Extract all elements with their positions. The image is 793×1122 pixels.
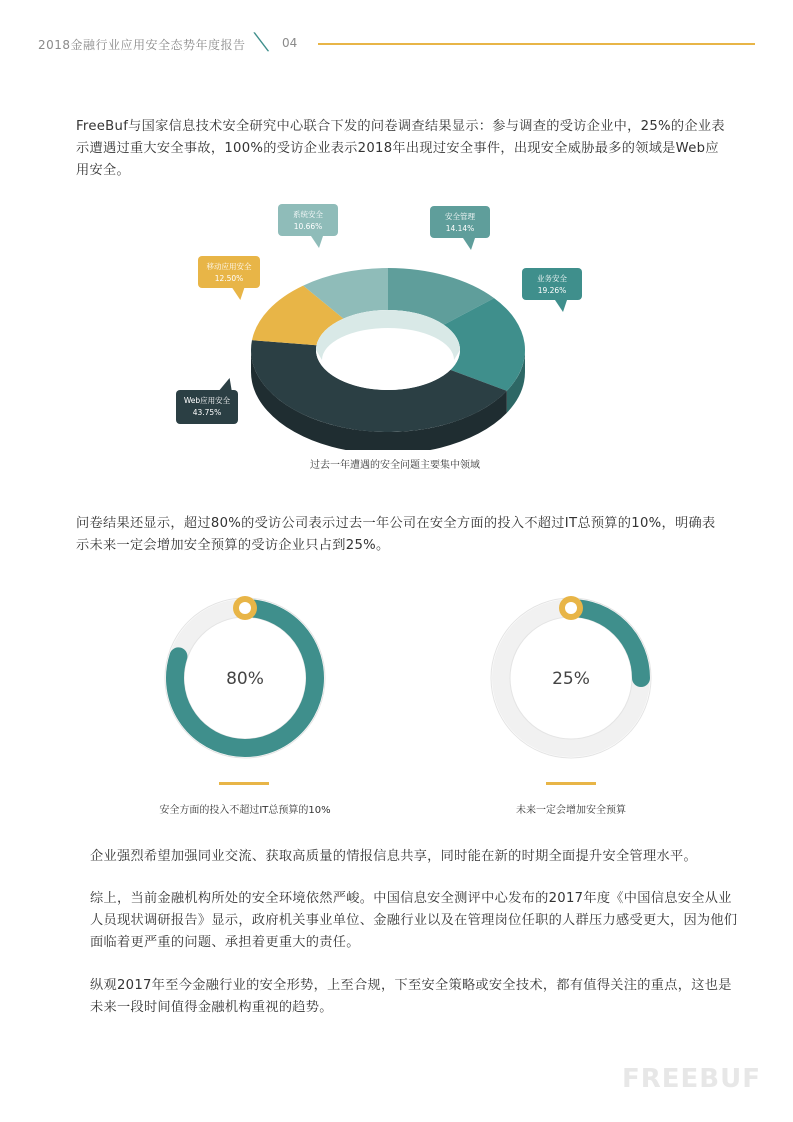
- security-domain-donut-chart: [150, 190, 650, 450]
- donut-callout-0: [430, 206, 490, 250]
- donut-value-2: 43.75%: [192, 408, 222, 417]
- header-separator: ╲: [254, 31, 269, 54]
- donut-label-3: 移动应用安全: [206, 262, 252, 271]
- header-rule: [318, 43, 755, 45]
- intro-paragraph: FreeBuf与国家信息技术安全研究中心联合下发的问卷调查结果显示：参与调查的受访企业中，25%的企业表示遭遇过重大安全事故，100%的受访企业表示2018年出现过安全事件，出现安全威胁最多的领域是Web应用安全。: [76, 119, 725, 178]
- budget-80-ring-chart: [155, 588, 335, 768]
- ring-value-label: 25%: [552, 669, 590, 689]
- ring-value-label: 80%: [226, 669, 264, 689]
- donut-value-3: 12.50%: [214, 274, 244, 283]
- donut-callout-4: [278, 204, 338, 248]
- donut-value-1: 19.26%: [537, 286, 567, 295]
- ring-start-knob-center: [239, 602, 251, 614]
- donut-callout-3: [198, 256, 260, 300]
- budget-paragraph: 问卷结果还显示，超过80%的受访公司表示过去一年公司在安全方面的投入不超过IT总预算的10%，明确表示未来一定会增加安全预算的受访企业只占到25%。: [76, 516, 716, 553]
- donut-value-4: 10.66%: [293, 222, 323, 231]
- donut-label-2: Web应用安全: [183, 396, 231, 405]
- ring-start-knob-center: [565, 602, 577, 614]
- page-number: 04: [282, 36, 298, 50]
- ring-left-underline: [219, 782, 269, 785]
- ring-right-underline: [546, 782, 596, 785]
- donut-label-1: 业务安全: [537, 274, 567, 283]
- page-header: [0, 0, 793, 60]
- report-title: 2018金融行业应用安全态势年度报告: [38, 38, 246, 52]
- ring-right-caption: 未来一定会增加安全预算: [516, 805, 626, 816]
- outlook-paragraph: 纵观2017年至今金融行业的安全形势，上至合规，下至安全策略或安全技术，都有值得关注的重点，这也是未来一段时间值得金融机构重视的趋势。: [90, 978, 732, 1015]
- ring-left-caption: 安全方面的投入不超过IT总预算的10%: [159, 805, 331, 816]
- donut-callout-1: [522, 268, 582, 312]
- sharing-paragraph: 企业强烈希望加强同业交流、获取高质量的情报信息共享，同时能在新的时期全面提升安全管理水平。: [90, 849, 697, 864]
- budget-25-ring-chart: [481, 588, 661, 768]
- donut-label-0: 安全管理: [445, 212, 475, 221]
- donut-callout-2: [176, 378, 238, 424]
- donut-value-0: 14.14%: [445, 224, 475, 233]
- summary-paragraph: 综上，当前金融机构所处的安全环境依然严峻。中国信息安全测评中心发布的2017年度《中国信息安全从业人员现状调研报告》显示，政府机关事业单位、金融行业以及在管理岗位任职的人群压力感受更大，因为他们面临着更严重的问题、承担着更重大的责任。: [90, 891, 738, 950]
- donut-label-4: 系统安全: [293, 210, 323, 219]
- freebuf-watermark-logo: FREEBUF: [622, 1064, 761, 1094]
- donut-chart-title: 过去一年遭遇的安全问题主要集中领域: [310, 460, 480, 471]
